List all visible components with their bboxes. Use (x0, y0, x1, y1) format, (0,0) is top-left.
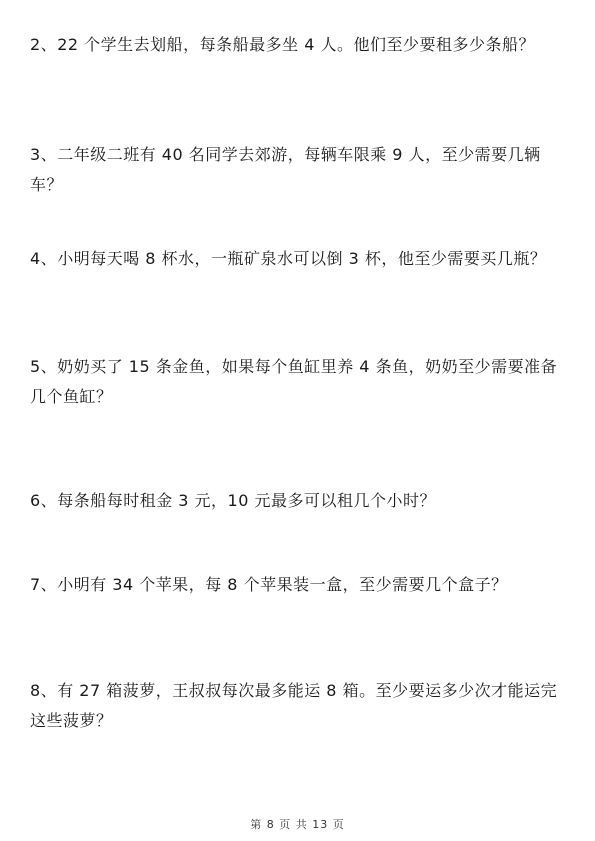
question-number: 6、 (30, 491, 58, 510)
question-3 (30, 140, 570, 200)
question-text: 有 27 箱菠萝，王叔叔每次最多能运 8 箱。至少要运多少次才能运完这些菠萝？ (30, 681, 558, 730)
question-number: 7、 (30, 575, 58, 594)
question-text: 二年级二班有 40 名同学去郊游，每辆车限乘 9 人，至少需要几辆车？ (30, 145, 541, 194)
question-number: 4、 (30, 249, 58, 268)
question-number: 3、 (30, 145, 58, 164)
question-6 (30, 486, 570, 516)
question-2 (30, 30, 570, 60)
question-text: 小明每天喝 8 杯水，一瓶矿泉水可以倒 3 杯，他至少需要买几瓶？ (57, 249, 547, 268)
question-text: 奶奶买了 15 条金鱼，如果每个鱼缸里养 4 条鱼，奶奶至少需要准备几个鱼缸？ (30, 357, 558, 406)
question-8 (30, 676, 570, 736)
question-7 (30, 570, 570, 600)
question-text: 小明有 34 个苹果，每 8 个苹果装一盒，至少需要几个盒子？ (57, 575, 508, 594)
question-4 (30, 244, 570, 274)
question-text: 每条船每时租金 3 元，10 元最多可以租几个小时？ (57, 491, 436, 510)
question-number: 2、 (30, 35, 58, 54)
question-number: 5、 (30, 357, 58, 376)
page-number-label: 第 8 页 共 13 页 (250, 818, 345, 831)
question-number: 8、 (30, 681, 58, 700)
page-footer (0, 816, 595, 832)
question-5 (30, 352, 570, 412)
question-text: 22 个学生去划船，每条船最多坐 4 人。他们至少要租多少条船？ (57, 35, 535, 54)
